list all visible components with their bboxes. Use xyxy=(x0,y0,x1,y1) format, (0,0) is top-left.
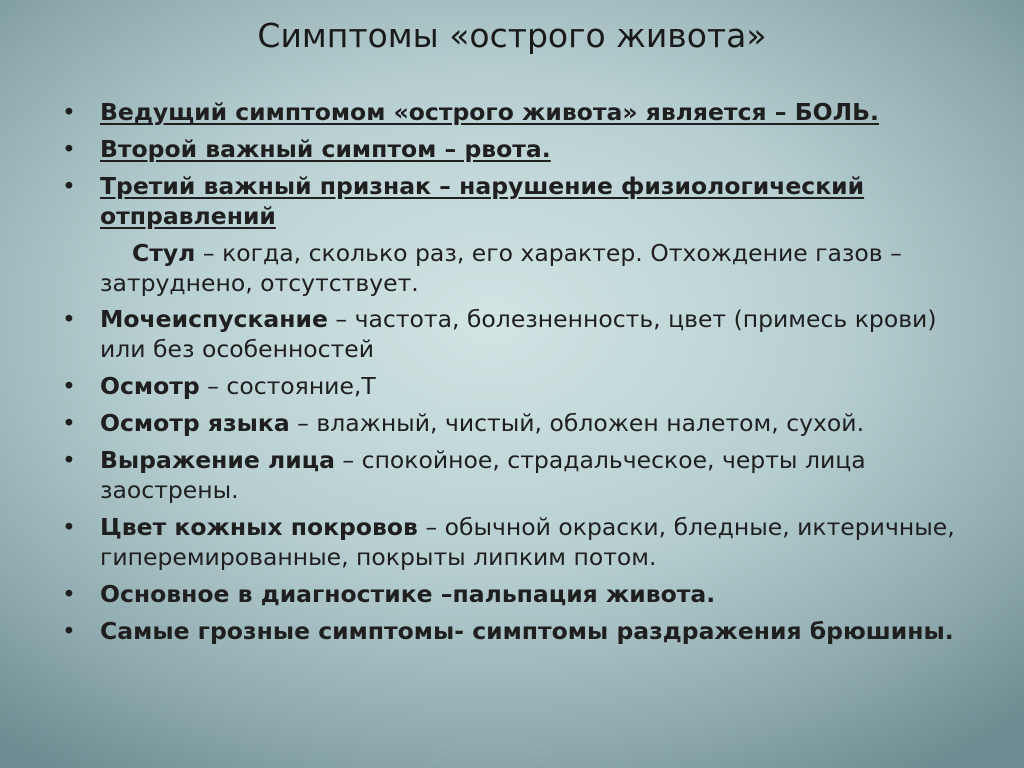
list-item xyxy=(100,512,980,572)
list-item xyxy=(100,445,980,505)
item-text: – частота, болезненность, цвет (примесь крови) или без особенностей xyxy=(100,305,937,363)
item-bold-text: Мочеиспускание xyxy=(100,305,328,333)
item-bold-text: Ведущий симптомом «острого живота» является – БОЛЬ. xyxy=(100,98,879,126)
item-bold-text: Цвет кожных покровов xyxy=(100,513,418,541)
list-item xyxy=(100,371,980,401)
item-text: – когда, сколько раз, его характер. Отхождение газов – затруднено, отсутствует. xyxy=(100,239,902,297)
item-bold-text: Осмотр языка xyxy=(100,409,290,437)
item-bold-text: Стул xyxy=(132,239,196,267)
item-bold-text: Основное в диагностике –пальпация живота. xyxy=(100,580,716,608)
list-item xyxy=(100,171,980,231)
item-bold-text: Третий важный признак – нарушение физиологический отправлений xyxy=(100,172,865,230)
list-item xyxy=(100,408,980,438)
item-bold-text: Второй важный симптом – рвота. xyxy=(100,135,551,163)
slide-title: Симптомы «острого живота» xyxy=(257,16,767,55)
list-item xyxy=(100,616,980,646)
item-text: – обычной окраски, бледные, иктеричные, гиперемированные, покрыты липким потом. xyxy=(100,513,955,571)
list-item-continuation xyxy=(100,238,980,298)
item-bold-text: Выражение лица xyxy=(100,446,335,474)
list-item xyxy=(100,97,980,127)
list-item xyxy=(100,579,980,609)
item-bold-text: Осмотр xyxy=(100,372,200,400)
list-item xyxy=(100,304,980,364)
list-item xyxy=(100,134,980,164)
symptom-list xyxy=(100,97,980,653)
item-text: – состояние,Т xyxy=(199,372,376,400)
item-text: – спокойное, страдальческое, черты лица заострены. xyxy=(100,446,866,504)
item-text: – влажный, чистый, обложен налетом, сухой. xyxy=(289,409,865,437)
item-bold-text: Самые грозные симптомы- симптомы раздражения брюшины. xyxy=(100,617,954,645)
